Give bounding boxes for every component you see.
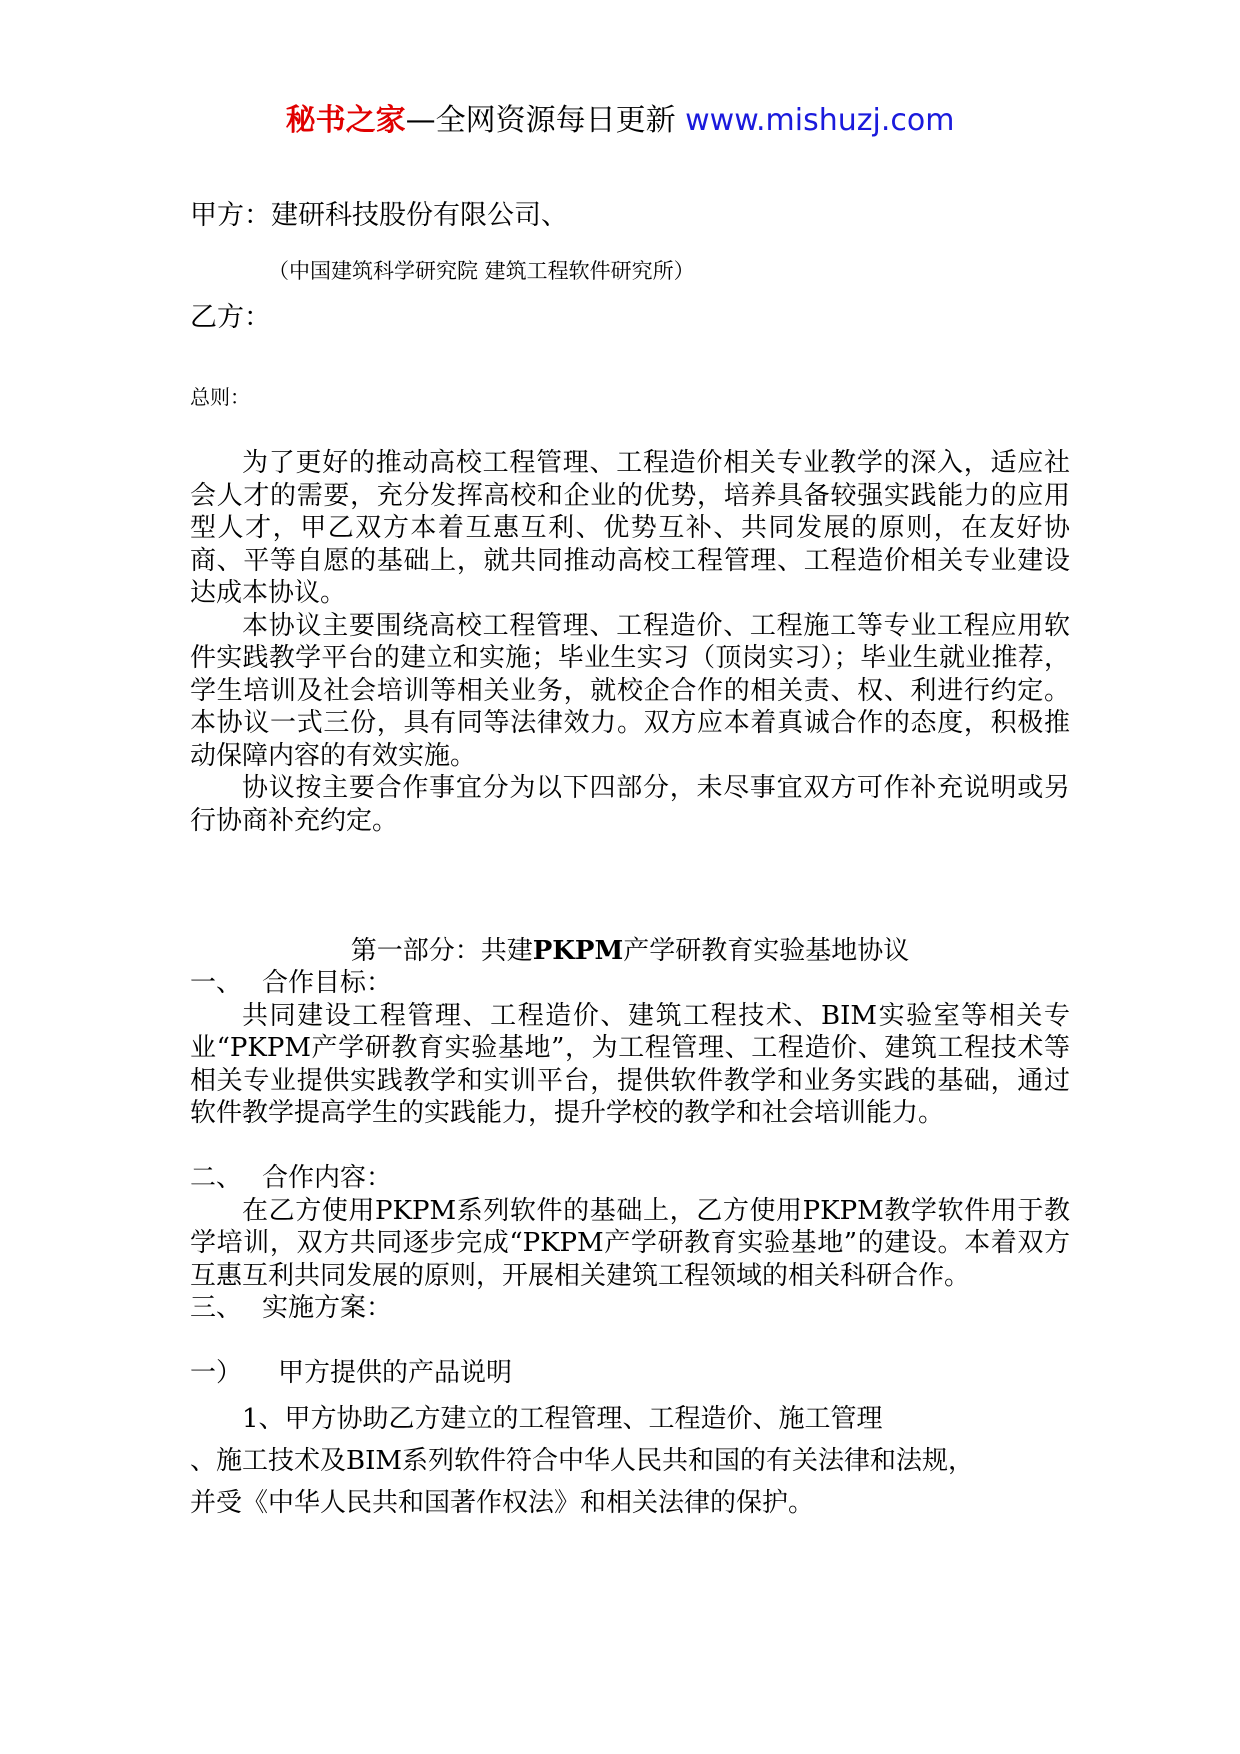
section-body: 共同建设工程管理、工程造价、建筑工程技术、BIM实验室等相关专业“PKPM产学研教育实验基地”，为工程管理、工程造价、建筑工程技术等相关专业提供实践教学和实训平台，提供软件教学和业务实践的基础，通过软件教学提高学生的实践能力，提升学校的教学和社会培训能力。: [190, 1000, 1070, 1128]
banner-slogan: —全网资源每日更新: [405, 103, 686, 138]
section-title: 合作内容：: [262, 1163, 393, 1193]
item-one-line: 、施工技术及BIM系列软件符合中华人民共和国的有关法律和法规，: [190, 1446, 974, 1476]
general-heading: 总则：: [190, 385, 250, 409]
item-one-line: 并受《中华人民共和国著作权法》和相关法律的保护。: [190, 1488, 815, 1518]
part-one-title-suffix: 产学研教育实验基地协议: [623, 936, 910, 966]
intro-paragraph: 协议按主要合作事宜分为以下四部分，未尽事宜双方可作补充说明或另行协商补充约定。: [190, 773, 1070, 836]
section-heading: [190, 1292, 1070, 1325]
section-title: 实施方案：: [262, 1293, 393, 1323]
intro-paragraph: 为了更好的推动高校工程管理、工程造价相关专业教学的深入，适应社会人才的需要，充分发挥高校和企业的优势，培养具备较强实践能力的应用型人才，甲乙双方本着互惠互利、优势互补、共同发展的原则，在友好协商、平等自愿的基础上，就共同推动高校工程管理、工程造价相关专业建设达成本协议。: [190, 448, 1070, 608]
party-a-line: 甲方：建研科技股份有限公司、: [190, 200, 568, 231]
section-cooperation-goal: [190, 967, 1070, 1130]
section-title: 合作目标：: [262, 968, 393, 998]
section-implementation-plan: [190, 1292, 1070, 1325]
section-body: 在乙方使用PKPM系列软件的基础上，乙方使用PKPM教学软件用于教学培训，双方共同逐步完成“PKPM产学研教育实验基地”的建设。本着双方互惠互利共同发展的原则，开展相关建筑工程领域的相关科研合作。: [190, 1195, 1070, 1291]
section-cooperation-content: [190, 1162, 1070, 1292]
party-b-line: 乙方：: [190, 302, 271, 333]
section-number: 三、: [190, 1293, 243, 1323]
intro-section: [190, 447, 1070, 837]
item-one-line: 1、甲方协助乙方建立的工程管理、工程造价、施工管理: [242, 1404, 883, 1434]
section-number: 一、: [190, 968, 243, 998]
subsection-heading: [190, 1357, 1070, 1390]
intro-paragraph: 本协议主要围绕高校工程管理、工程造价、工程施工等专业工程应用软件实践教学平台的建立和实施；毕业生实习（顶岗实习）；毕业生就业推荐，学生培训及社会培训等相关业务，就校企合作的相关责、权、利进行约定。本协议一式三份，具有同等法律效力。双方应本着真诚合作的态度，积极推动保障内容的有效实施。: [190, 610, 1070, 771]
section-heading: [190, 967, 1070, 1000]
party-a-subtitle: （中国建筑科学研究院 建筑工程软件研究所）: [268, 259, 695, 283]
subsection-product-description: [190, 1357, 1070, 1390]
part-one-title-prefix: 第一部分：共建: [350, 936, 533, 966]
banner-brand: 秘书之家: [285, 103, 406, 138]
subsection-title: 甲方提供的产品说明: [278, 1358, 513, 1388]
section-number: 二、: [190, 1163, 243, 1193]
part-one-title-pkpm: PKPM: [532, 936, 624, 966]
part-one-title: [190, 935, 1070, 968]
section-heading: [190, 1162, 1070, 1195]
site-banner: [0, 100, 1240, 142]
subsection-number: 一）: [190, 1358, 243, 1388]
banner-url-link[interactable]: www.mishuzj.com: [685, 103, 955, 138]
